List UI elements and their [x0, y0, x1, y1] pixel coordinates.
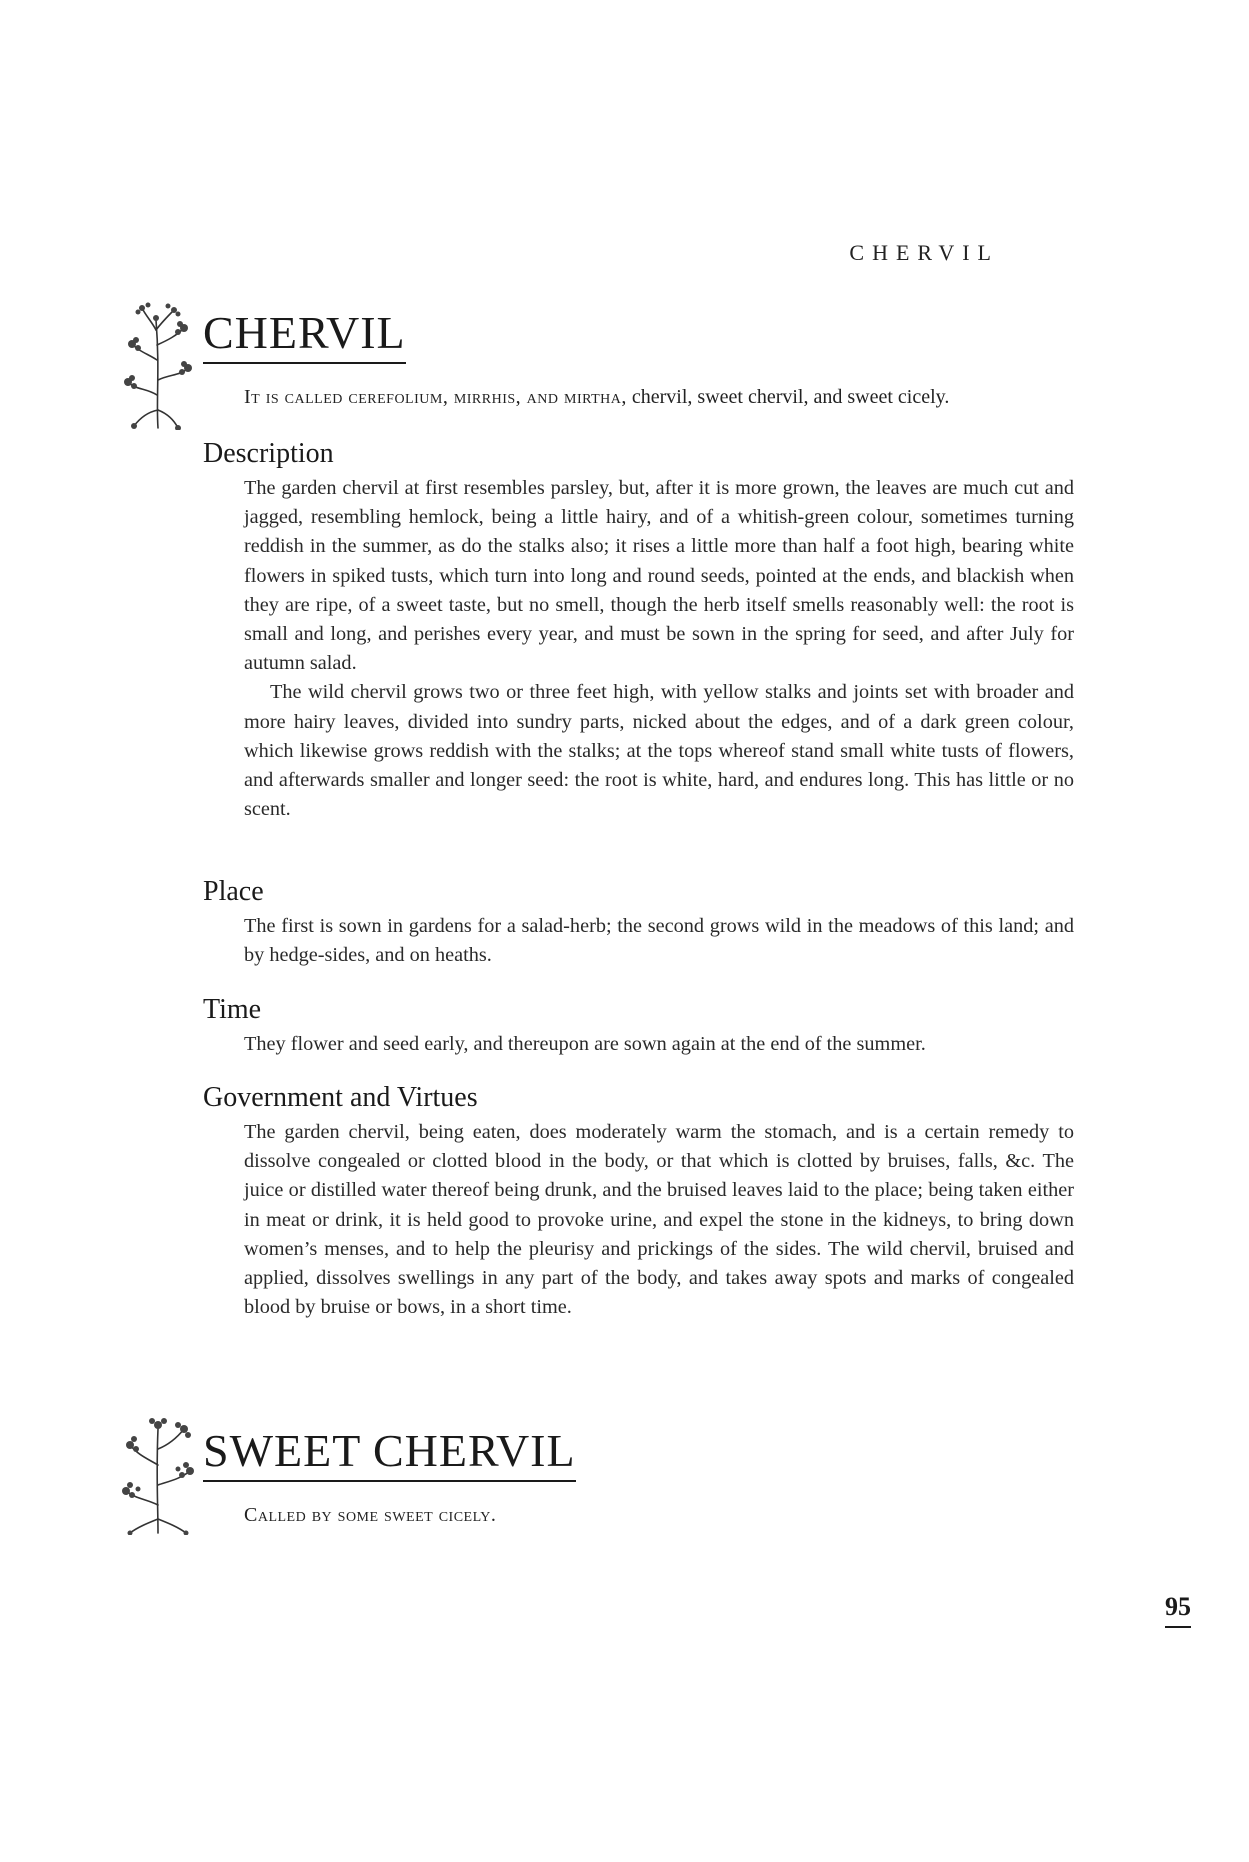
- time-paragraph: They flower and seed early, and thereupon are sown again at the end of the summer.: [244, 1033, 926, 1055]
- section-body-place: [244, 912, 1074, 970]
- subtitle-small-caps: It is called cerefolium, mirrhis, and mirtha,: [244, 386, 627, 408]
- section-head-place: Place: [203, 876, 264, 907]
- section-body-virtues: [244, 1118, 1074, 1322]
- place-paragraph: The first is sown in gardens for a salad-herb; the second grows wild in the meadows of this land; and by hedge-sides, and on heaths.: [244, 915, 1074, 967]
- virtues-paragraph: The garden chervil, being eaten, does moderately warm the stomach, and is a certain remedy to dissolve congealed or clotted blood in the body, or that which is clotted by bruises, falls, &c. The juice or distilled water thereof being drunk, and the bruised leaves laid to the place; being taken either in meat or drink, it is held good to provoke urine, and expel the stone in the kidneys, to bring down women’s menses, and to help the pleurisy and prickings of the sides. The wild chervil, bruised and applied, dissolves swellings in any part of the body, and takes away spots and marks of congealed blood by bruise or bows, in a short time.: [244, 1121, 1074, 1319]
- entry-subtitle-sweet-chervil: [244, 1504, 496, 1527]
- sweet-chervil-plant-icon: [118, 1415, 198, 1535]
- running-head: CHERVIL: [849, 240, 999, 265]
- page-number: 95: [1165, 1592, 1191, 1628]
- section-head-description: Description: [203, 438, 334, 469]
- subtitle-small-caps: Called by some sweet cicely.: [244, 1504, 497, 1526]
- section-body-description: [244, 474, 1074, 824]
- subtitle-rest: chervil, sweet chervil, and sweet cicely.: [626, 386, 950, 408]
- section-body-time: [244, 1030, 1074, 1059]
- description-paragraph-2: The wild chervil grows two or three feet high, with yellow stalks and joints set with broader and more hairy leaves, divided into sundry parts, nicked about the edges, and of a dark green colour, which likewise grows reddish with the stalks; at the tops whereof stand small white tusts of flowers, and afterwards smaller and longer seed: the root is white, hard, and endures long. This has little or no scent.: [244, 681, 1074, 821]
- description-paragraph-1: The garden chervil at first resembles parsley, but, after it is more grown, the leaves are much cut and jagged, resembling hemlock, being a little hairy, and of a whitish-green colour, sometimes turning reddish in the summer, as do the stalks also; it rises a little more than half a foot high, bearing white flowers in spiked tusts, which turn into long and round seeds, pointed at the ends, and blackish when they are ripe, of a sweet taste, but no smell, though the herb itself smells reasonably well: the root is small and long, and perishes every year, and must be sown in the spring for seed, and after July for autumn salad.: [244, 477, 1074, 675]
- entry-title-sweet-chervil: SWEET CHERVIL: [203, 1428, 576, 1482]
- section-head-time: Time: [203, 994, 262, 1025]
- section-head-virtues: Government and Virtues: [203, 1082, 478, 1113]
- entry-title-chervil: CHERVIL: [203, 310, 406, 364]
- chervil-plant-icon: [118, 300, 198, 430]
- entry-subtitle-chervil: [244, 386, 949, 409]
